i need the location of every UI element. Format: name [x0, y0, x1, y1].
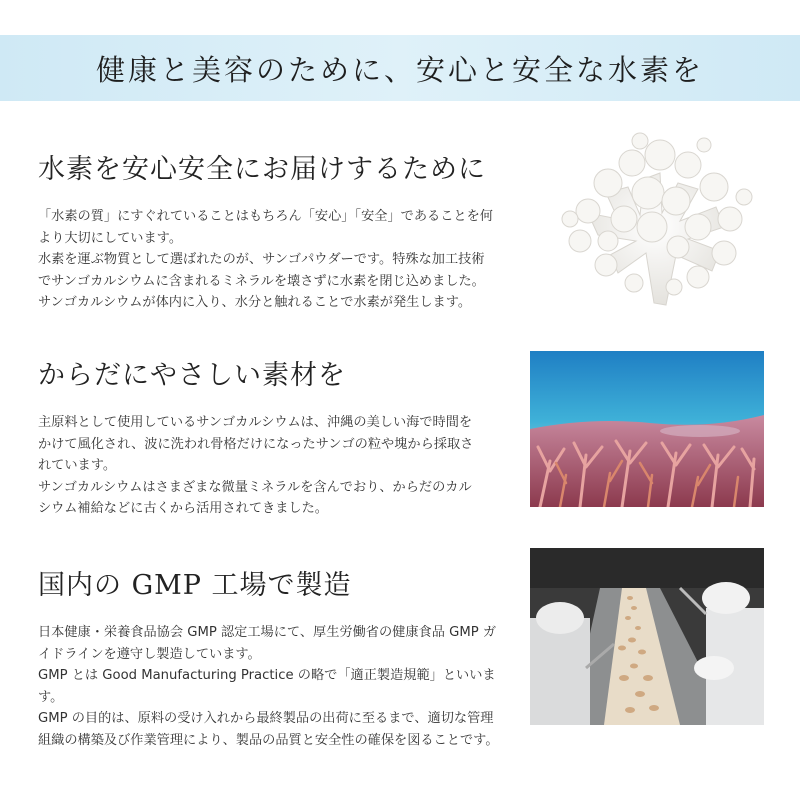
coral-reef-image — [530, 351, 764, 507]
header-banner — [0, 35, 800, 101]
section-body: 日本健康・栄養食品協会 GMP 認定工場にて、厚生労働省の健康食品 GMP ガ イドラインを遵守し製造しています。 GMP とは Good Manufacturing Practice の略で「適正製造規範」といいます。 GMP の目的は、原料の受け入れから最終製品の出荷に至るまで、適切な管理 組織の構築及び作業管理により、製品の品質と安全性の確保を図ることです。 — [38, 625, 499, 748]
section-body: 主原料として使用しているサンゴカルシウムは、沖縄の美しい海で時間を かけて風化され、波に洗われ骨格だけになったサンゴの粒や塊から採取さ れています。 サンゴカルシウムはさまざまな微量ミネラルを含んでおり、からだのカル シウム補給などに古くから活用されてきました。 — [38, 415, 474, 516]
section-title: からだにやさしい素材を — [38, 360, 346, 391]
white-coral-image — [548, 123, 760, 313]
gmp-factory-image — [530, 548, 764, 725]
banner-title: 健康と美容のために、安心と安全な水素を — [95, 52, 704, 87]
section-title: 国内の GMP 工場で製造 — [38, 570, 352, 601]
section-gentle-material — [38, 353, 518, 520]
section-hydrogen-safety — [38, 147, 518, 314]
section-gmp-factory — [38, 563, 518, 751]
section-body: 「水素の質」にすぐれていることはもちろん「安心」「安全」であることを何 より大切にしています。 水素を運ぶ物質として選ばれたのが、サンゴパウダーです。特殊な加工技術 でサンゴカルシウムに含まれるミネラルを壊さずに水素を閉じ込めました。 サンゴカルシウムが体内に入り、水分と触れることで水素が発生します。 — [38, 209, 493, 310]
section-title: 水素を安心安全にお届けするために — [38, 154, 486, 185]
